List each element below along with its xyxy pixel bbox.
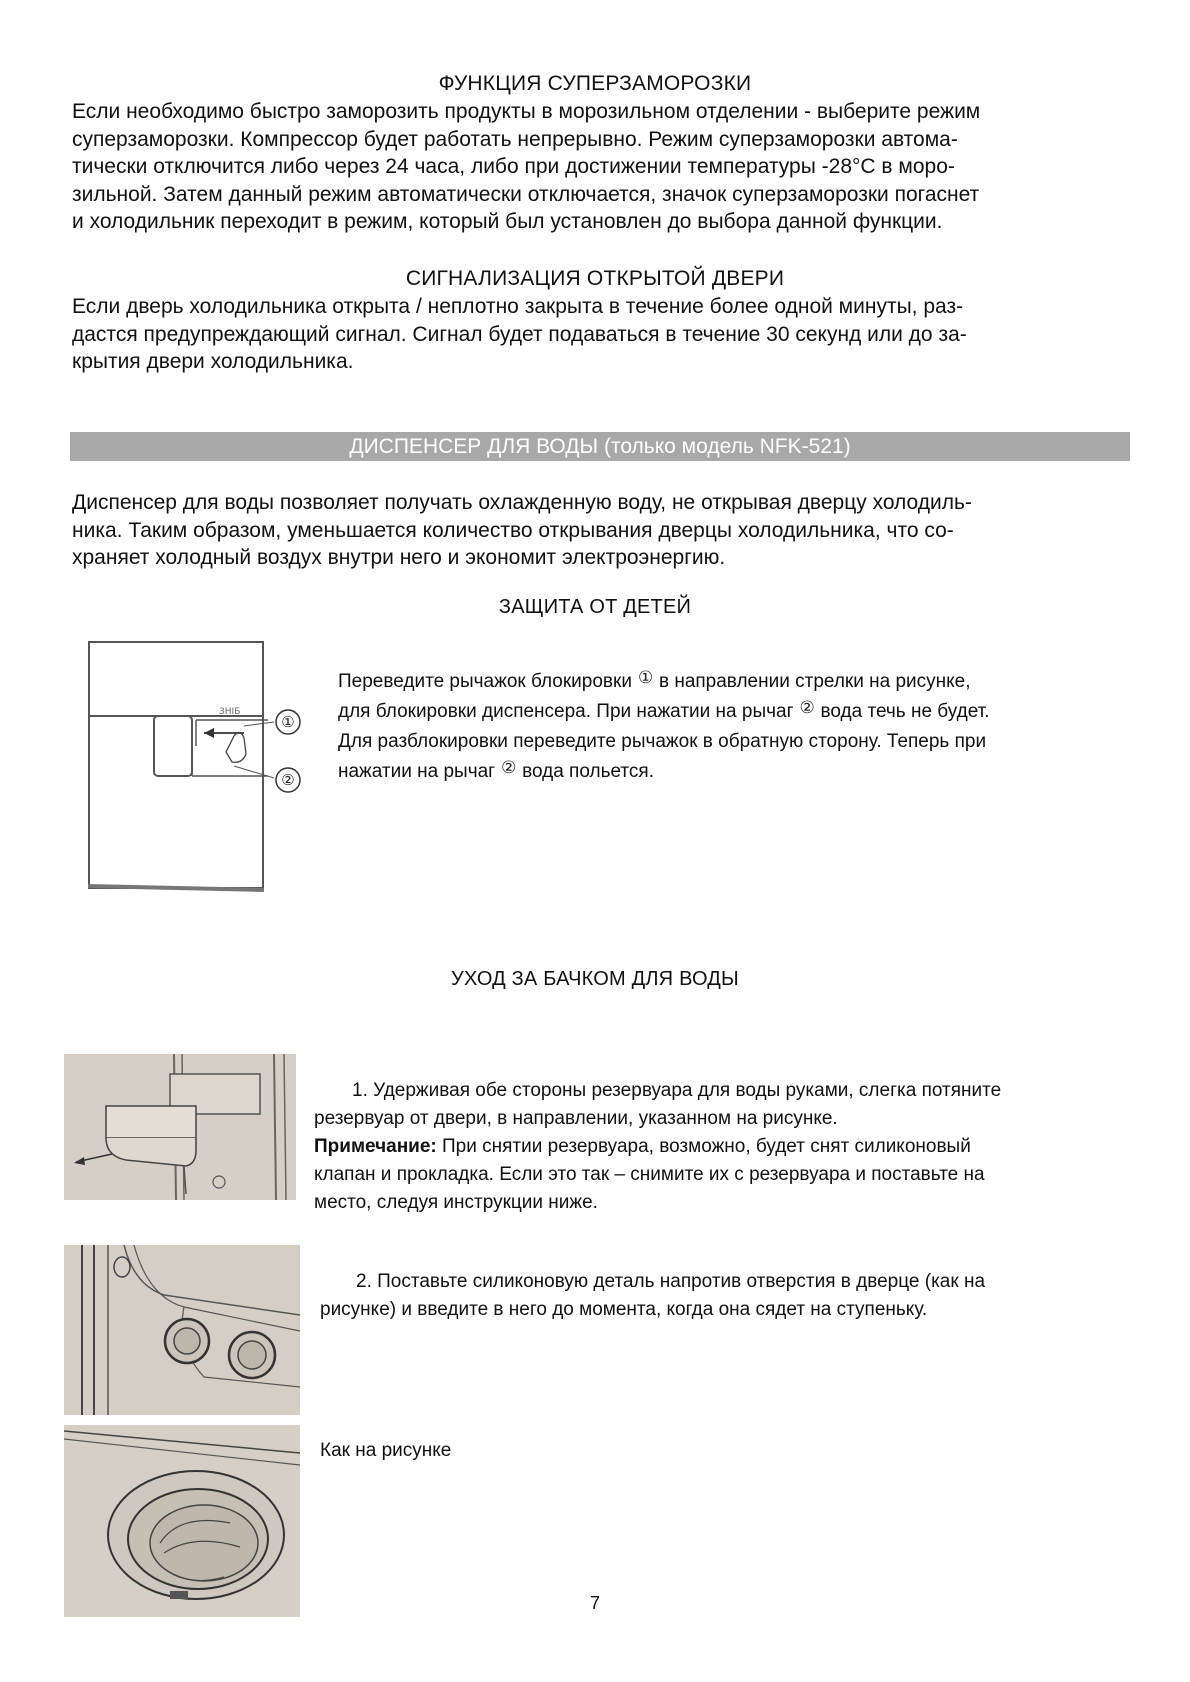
child-lock-title: ЗАЩИТА ОТ ДЕТЕЙ (498, 596, 692, 618)
diagram-tag: ЗНІБ (219, 707, 241, 717)
page-number: 7 (589, 1593, 600, 1613)
note-text: клапан и прокладка. Если это так – снимите их с резервуара и поставьте на (314, 1164, 985, 1185)
note-text: При снятии резервуара, возможно, будет снят силиконовый (436, 1136, 971, 1157)
diagram-callout-2: ② (281, 771, 295, 789)
instruction-text: вода польется. (522, 761, 654, 782)
superfreeze-paragraph (72, 98, 1126, 236)
paragraph-line: крытия двери холодильника. (72, 350, 354, 373)
paragraph-line: храняет холодный воздух внутри него и экономит электроэнергию. (72, 546, 726, 569)
instruction-text: вода течь не будет. (820, 701, 990, 722)
door-alarm-title: СИГНАЛИЗАЦИЯ ОТКРЫТОЙ ДВЕРИ (405, 267, 785, 290)
silicone-valve-photo (64, 1245, 300, 1415)
dispenser-section-band: ДИСПЕНСЕР ДЛЯ ВОДЫ (только модель NFK-521) (70, 432, 1130, 461)
step-text: 2. Поставьте силиконовую деталь напротив отверстия в дверце (как на (356, 1271, 986, 1292)
lever-marker-2: ② (799, 698, 815, 717)
instruction-text: в направлении стрелки на рисунке, (658, 671, 971, 692)
instruction-text: Переведите рычажок блокировки (338, 671, 632, 692)
valve-installed-photo (64, 1425, 300, 1617)
step-text: рисунке) и введите в него до момента, когда она сядет на ступеньку. (320, 1299, 928, 1320)
paragraph-line: Если дверь холодильника открыта / неплотно закрыта в течение более одной минуты, раз- (72, 295, 964, 318)
paragraph-line: зильной. Затем данный режим автоматически отключается, значок суперзаморозки погаснет (72, 182, 980, 206)
paragraph-line: Диспенсер для воды позволяет получать охлажденную воду, не открывая дверцу холодиль- (72, 491, 972, 514)
tank-step-1 (314, 1077, 1144, 1217)
dispenser-paragraph (72, 489, 1126, 572)
tank-step-3: Как на рисунке (320, 1440, 452, 1461)
note-label: Примечание: (314, 1136, 437, 1157)
paragraph-line: суперзаморозки. Компрессор будет работать непрерывно. Режим суперзаморозки автома- (72, 127, 958, 151)
superfreeze-title: ФУНКЦИЯ СУПЕРЗАМОРОЗКИ (438, 72, 752, 95)
dispenser-lock-diagram (84, 638, 324, 896)
lock-lever-marker-1: ① (637, 668, 654, 687)
instruction-text: для блокировки диспенсера. При нажатии на рычаг (338, 701, 794, 722)
tank-step-2 (320, 1268, 1150, 1324)
diagram-callout-1: ① (281, 713, 295, 731)
paragraph-line: дастся предупреждающий сигнал. Сигнал будет подаваться в течение 30 секунд или до за- (72, 322, 967, 346)
tank-removal-photo (64, 1054, 296, 1200)
instruction-text: нажатии на рычаг (338, 761, 496, 782)
tank-care-title: УХОД ЗА БАЧКОМ ДЛЯ ВОДЫ (451, 968, 739, 990)
paragraph-line: и холодильник переходит в режим, который был установлен до выбора данной функции. (72, 210, 943, 233)
step-text: 1. Удерживая обе стороны резервуара для воды руками, слегка потяните (352, 1080, 1002, 1101)
instruction-text: Для разблокировки переведите рычажок в обратную сторону. Теперь при (338, 731, 987, 752)
paragraph-line: Если необходимо быстро заморозить продукты в морозильном отделении - выберите режим (72, 100, 981, 123)
paragraph-line: тически отключится либо через 24 часа, либо при достижении температуры -28°С в моро- (72, 155, 955, 178)
child-lock-instructions (338, 667, 1138, 787)
paragraph-line: ника. Таким образом, уменьшается количество открывания дверцы холодильника, что со- (72, 518, 954, 542)
lever-marker-2: ② (501, 758, 517, 777)
door-alarm-paragraph (72, 293, 1126, 376)
step-text: резервуар от двери, в направлении, указанном на рисунке. (314, 1108, 838, 1129)
note-text: место, следуя инструкции ниже. (314, 1192, 598, 1213)
